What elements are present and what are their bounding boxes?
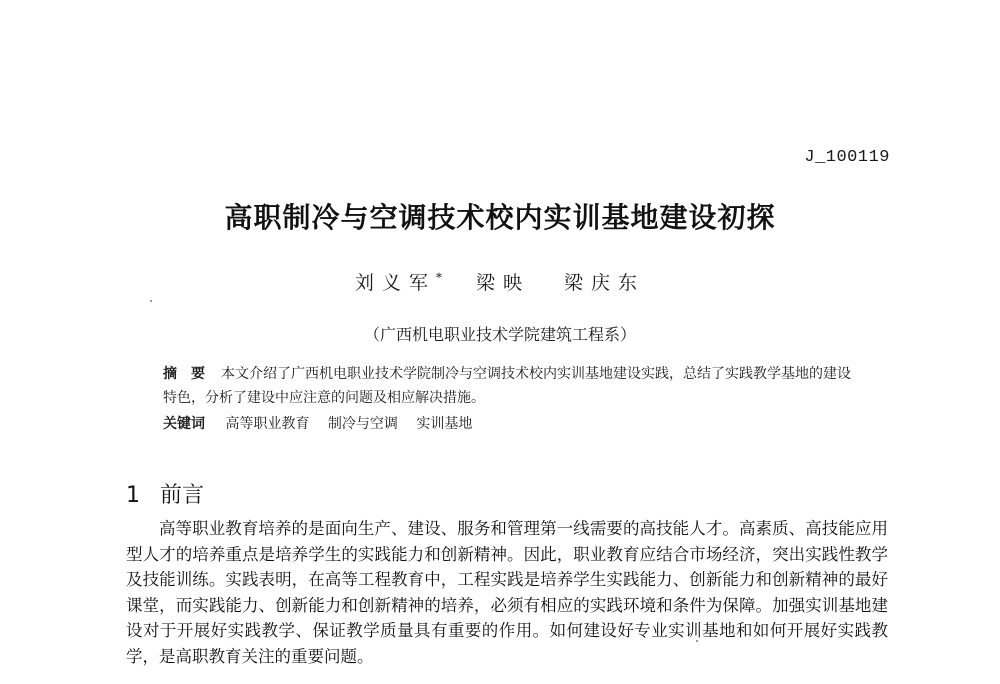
- author: [355, 268, 442, 295]
- keywords: [163, 412, 863, 436]
- paper-title: 高职制冷与空调技术校内实训基地建设初探: [224, 201, 776, 234]
- abstract-label: 摘要: [163, 366, 219, 382]
- author-name: 梁映: [475, 272, 530, 294]
- abstract: [163, 362, 863, 410]
- keywords-label: 关键词: [163, 416, 205, 432]
- author-affiliation: （广西机电职业技术学院建筑工程系）: [363, 325, 636, 344]
- author-name: 刘义军: [354, 272, 436, 294]
- document-id: J_100119: [804, 148, 890, 167]
- section-body-paragraph: 高等职业教育培养的是面向生产、建设、服务和管理第一线需要的高技能人才。高素质、高技能应用型人才的培养重点是培养学生的实践能力和创新精神。因此，职业教育应结合市场经济，突出实践性教学及技能训练。实践表明，在高等工程教育中，工程实践是培养学生实践能力、创新能力和创新精神的最好课堂，而实践能力、创新能力和创新精神的培养，必须有相应的实践环境和条件为保障。加强实训基地建设对于开展好实践教学、保证教学质量具有重要的作用。如何建设好专业实训基地和如何开展好实践教学，是高职教育关注的重要问题。: [126, 519, 888, 666]
- section-number: 1: [126, 483, 140, 508]
- corresponding-author-mark: *: [435, 270, 442, 285]
- author-name: 梁庆东: [564, 272, 646, 294]
- scan-speck: [696, 640, 698, 642]
- section-title: 前言: [160, 483, 205, 508]
- author-list: [0, 268, 1000, 295]
- section-heading: [126, 478, 204, 509]
- keyword: 实训基地: [416, 416, 473, 432]
- author: [476, 268, 530, 295]
- author: [564, 268, 645, 295]
- keyword: 高等职业教育: [225, 416, 310, 432]
- scan-speck: [150, 300, 152, 302]
- abstract-text: 本文介绍了广西机电职业技术学院制冷与空调技术校内实训基地建设实践，总结了实践教学基地的建设特色，分析了建设中应注意的问题及相应解决措施。: [163, 366, 851, 406]
- keyword: 制冷与空调: [327, 416, 398, 432]
